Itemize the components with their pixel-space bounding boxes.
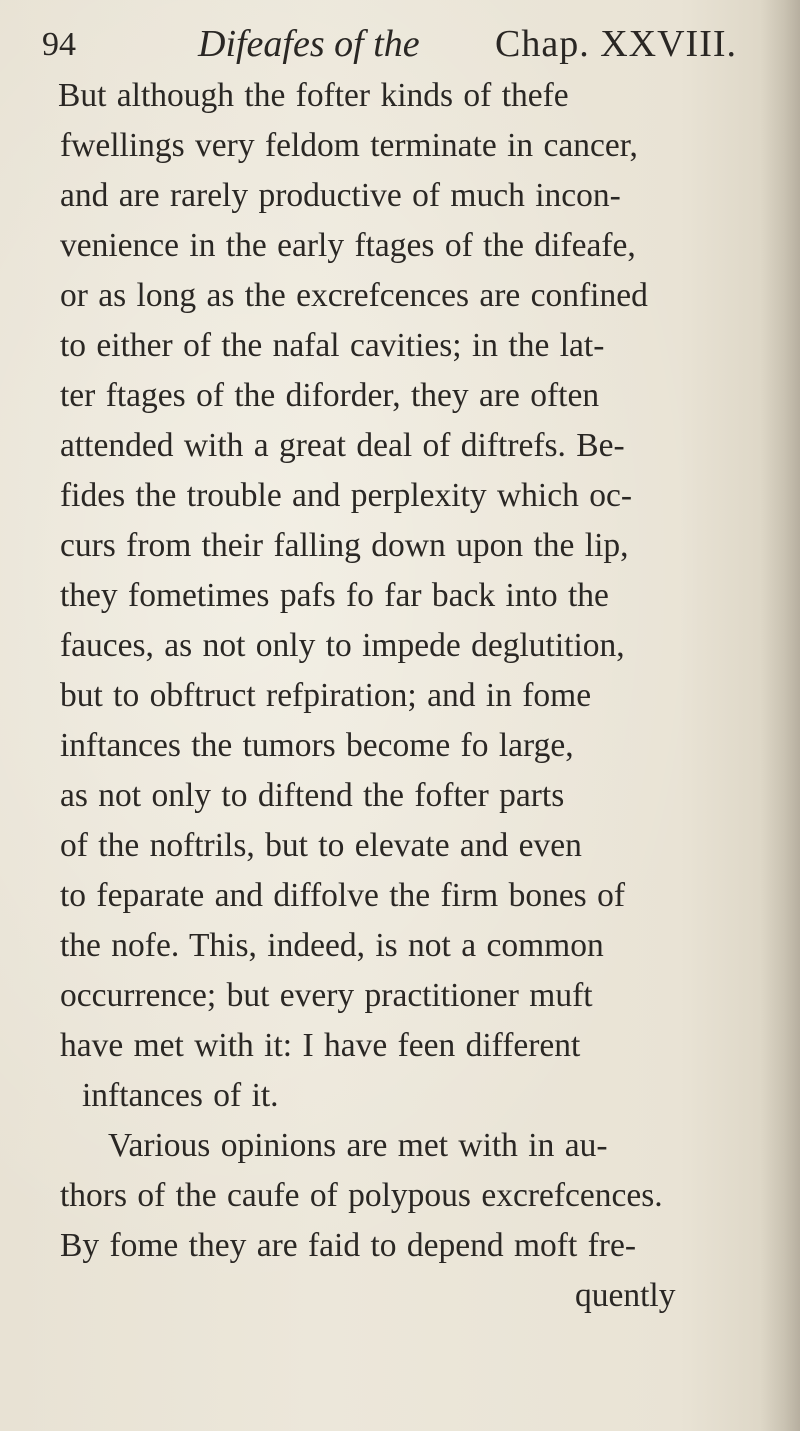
text-line: to either of the nafal cavities; in the lat- (60, 327, 605, 364)
text-line: or as long as the excrefcences are confined (60, 277, 648, 314)
text-line: but to obftruct refpiration; and in fome (60, 677, 592, 714)
text-line: inftances of it. (82, 1077, 279, 1114)
text-line: venience in the early ftages of the difeafe, (60, 227, 636, 264)
catchword: quently (575, 1277, 676, 1314)
text-line: ter ftages of the diforder, they are often (60, 377, 600, 414)
text-line: inftances the tumors become fo large, (60, 727, 574, 764)
running-title: Difeafes of the (198, 23, 420, 65)
chapter-heading: Chap. XXVIII. (495, 23, 738, 65)
text-line: and are rarely productive of much incon- (60, 177, 621, 214)
text-line: fides the trouble and perplexity which oc- (60, 477, 633, 514)
text-line: But although the fofter kinds of thefe (58, 77, 569, 114)
text-line: to feparate and diffolve the firm bones of (60, 877, 625, 914)
page-number: 94 (42, 26, 76, 63)
text-line: the nofe. This, indeed, is not a common (60, 927, 604, 964)
text-line: attended with a great deal of diftrefs. Be- (60, 427, 625, 464)
text-line: they fometimes pafs fo far back into the (60, 577, 609, 614)
text-line: By fome they are faid to depend moft fre- (60, 1227, 636, 1264)
text-line: of the noftrils, but to elevate and even (60, 827, 582, 864)
text-line: curs from their falling down upon the lip, (60, 527, 629, 564)
text-line: occurrence; but every practitioner muft (60, 977, 593, 1014)
text-line: fwellings very feldom terminate in cancer, (60, 127, 638, 164)
text-line: fauces, as not only to impede deglutition, (60, 627, 625, 664)
page-header (30, 20, 760, 76)
text-line: have met with it: I have feen different (60, 1027, 581, 1064)
text-line: thors of the caufe of polypous excrefcences. (60, 1177, 663, 1214)
text-line: Various opinions are met with in au- (108, 1127, 608, 1164)
text-line: as not only to diftend the fofter parts (60, 777, 565, 814)
